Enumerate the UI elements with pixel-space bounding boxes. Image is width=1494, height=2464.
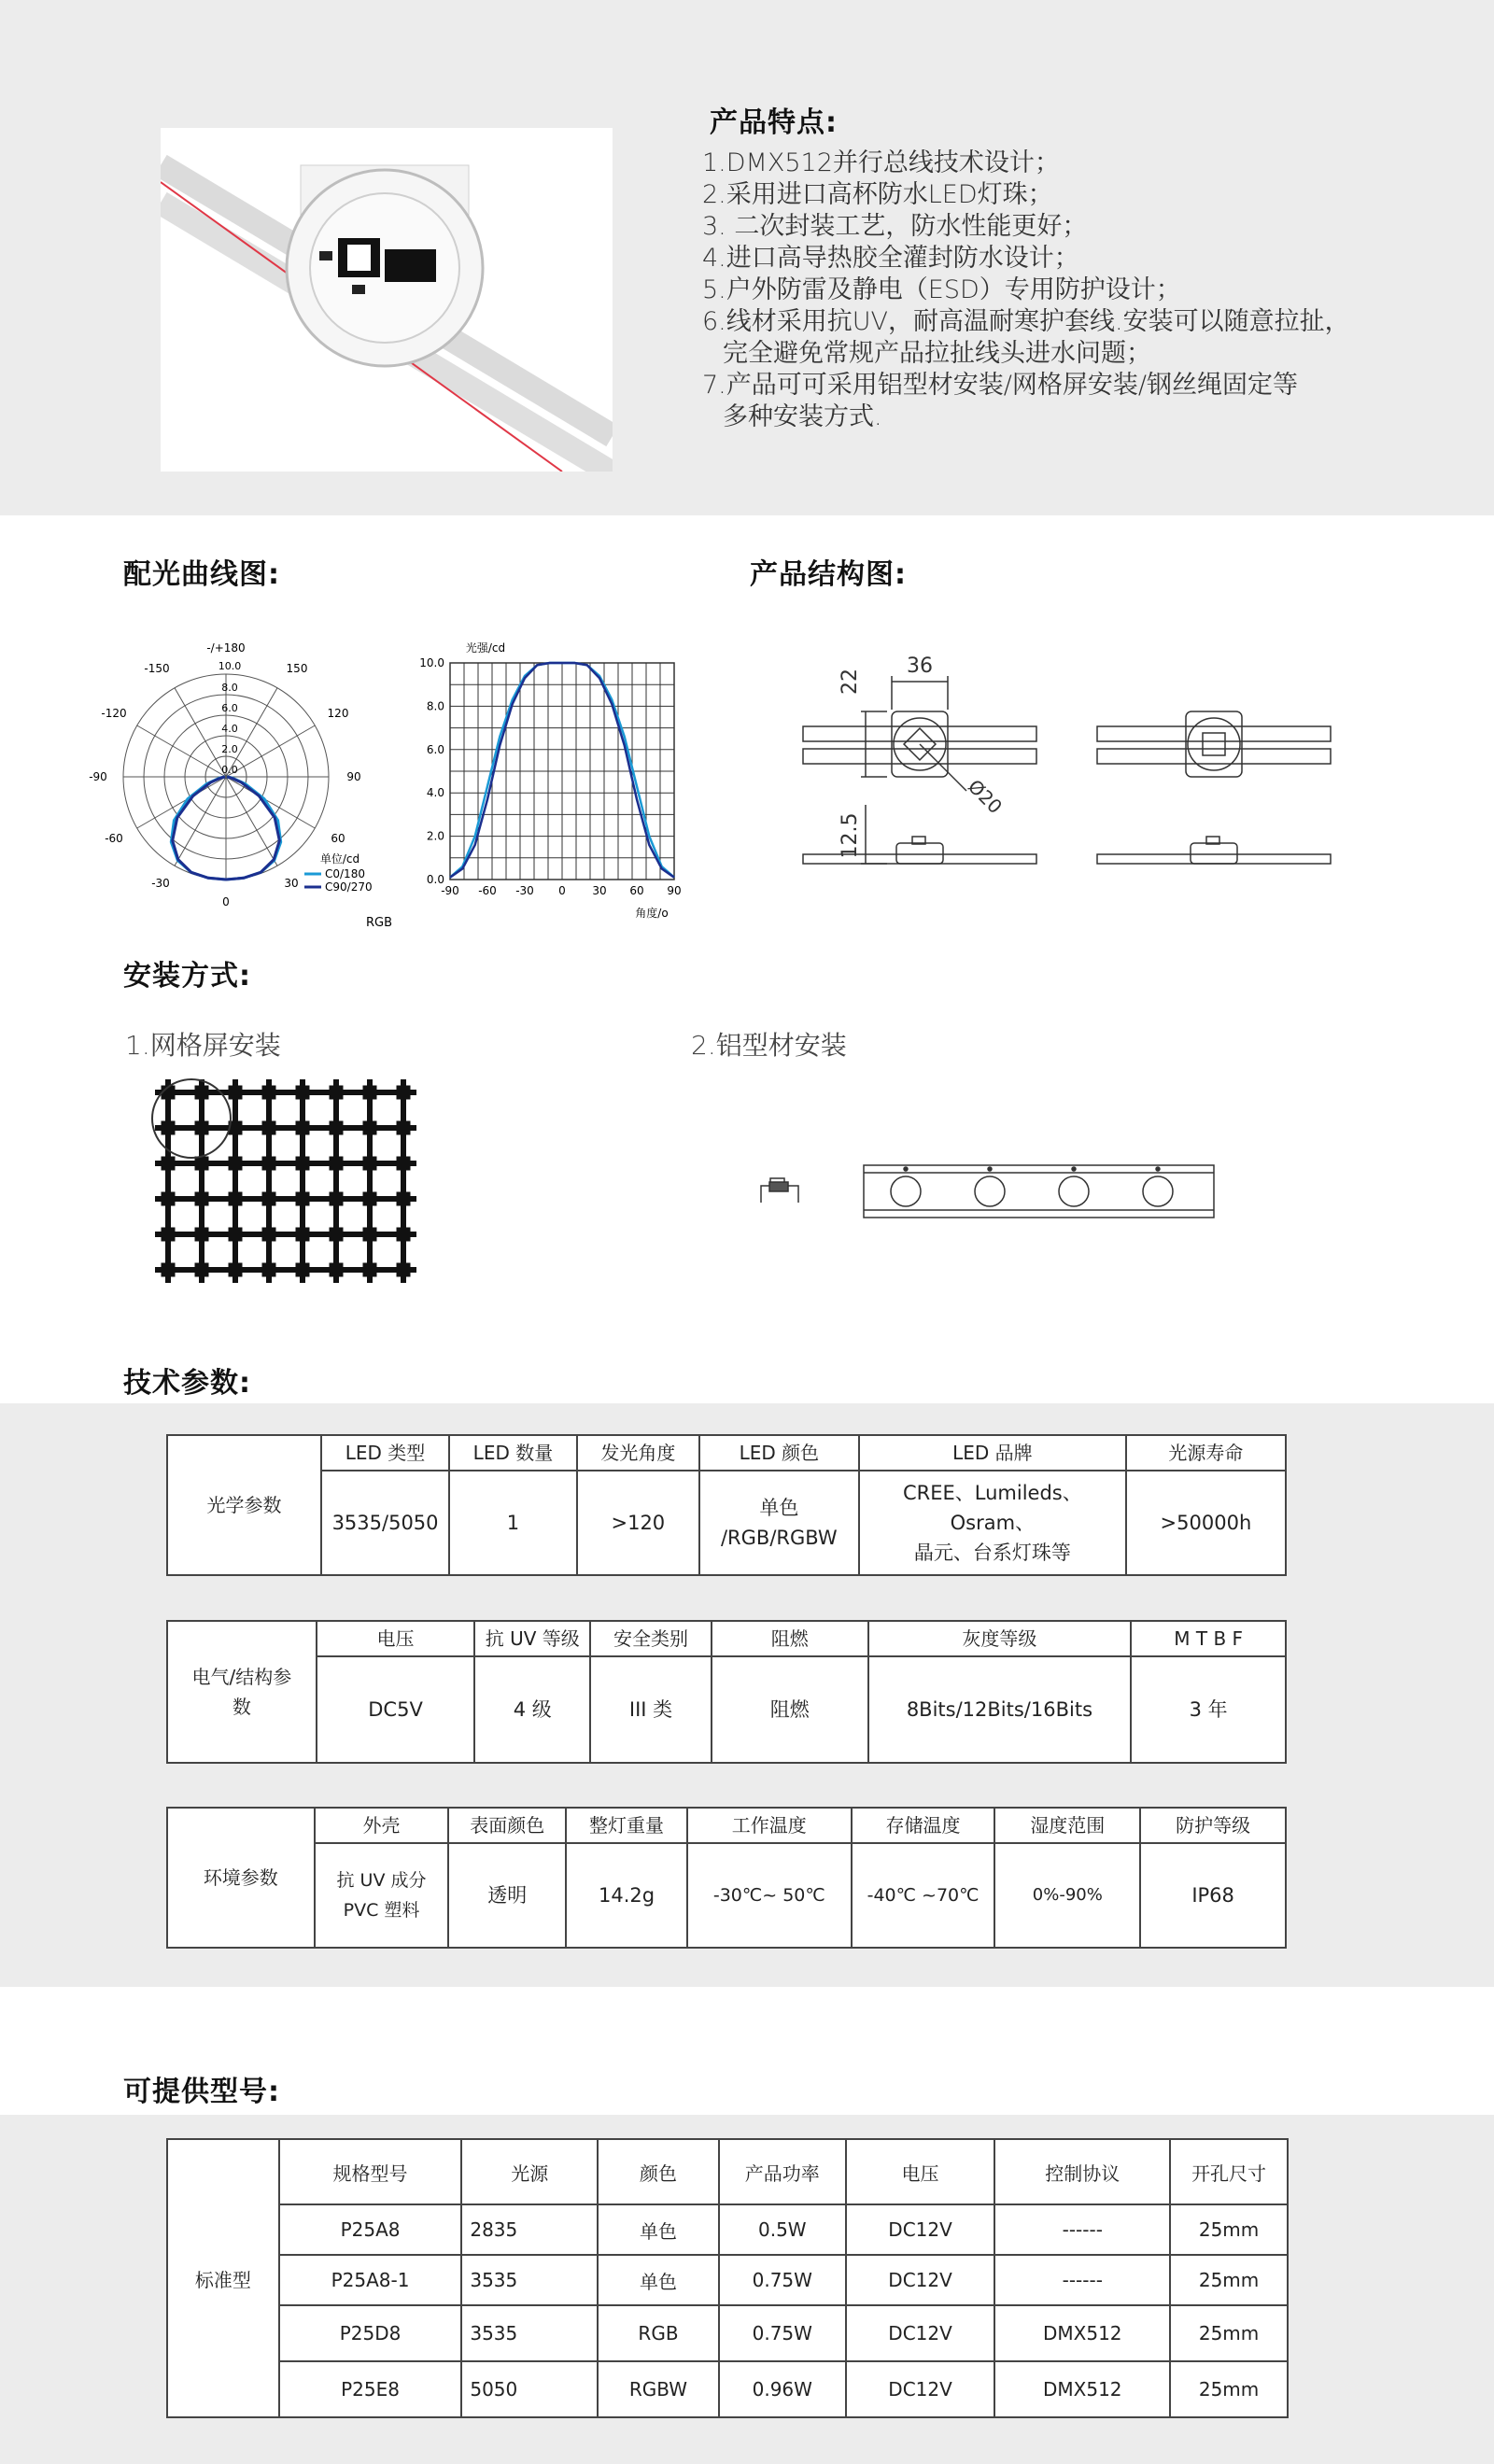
grid-install-drawing xyxy=(149,1074,448,1307)
grid-node xyxy=(162,1157,175,1170)
table-row xyxy=(167,2204,1288,2255)
grid-node xyxy=(162,1228,175,1241)
grid-node xyxy=(162,1192,175,1205)
table-cell: >120 xyxy=(577,1471,699,1575)
polar-angle-label: 0 xyxy=(222,895,230,908)
table-cell: 1 xyxy=(449,1471,577,1575)
grid-node xyxy=(330,1228,343,1241)
table-header: LED 类型 xyxy=(321,1435,449,1471)
chart-xtick: -90 xyxy=(441,884,459,897)
features-list xyxy=(702,148,1350,433)
table-cell: 3 年 xyxy=(1131,1656,1286,1763)
table-cell: ------ xyxy=(994,2255,1170,2305)
grid-node xyxy=(195,1121,208,1134)
structure-drawing xyxy=(794,644,1410,896)
table-cell: RGB xyxy=(598,2305,719,2361)
table-header: 安全类别 xyxy=(590,1621,712,1656)
grid-node xyxy=(363,1157,376,1170)
grid-node xyxy=(195,1228,208,1241)
table-cell: DC5V xyxy=(317,1656,475,1763)
table-cell: 3535 xyxy=(461,2305,598,2361)
feature-item: 完全避免常规产品拉扯线头进水问题； xyxy=(723,339,1151,368)
grid-node xyxy=(363,1192,376,1205)
feature-item: 4.进口高导热胶全灌封防水设计； xyxy=(702,244,1079,273)
grid-node xyxy=(397,1192,410,1205)
polar-angle-label: -30 xyxy=(151,877,170,890)
table-cell: 8Bits/12Bits/16Bits xyxy=(868,1656,1132,1763)
table-cell: DC12V xyxy=(846,2305,995,2361)
dim-side: 12.5 xyxy=(839,812,862,859)
grid-node xyxy=(262,1157,275,1170)
table-cell: 阻燃 xyxy=(712,1656,868,1763)
grid-node xyxy=(229,1086,242,1099)
table-cell: DC12V xyxy=(846,2204,995,2255)
polar-radial-label: 8.0 xyxy=(221,682,238,694)
table-header: M T B F xyxy=(1131,1621,1286,1656)
grid-node xyxy=(195,1192,208,1205)
chart-ytick: 10.0 xyxy=(419,656,444,669)
polar-radial-label: 2.0 xyxy=(221,743,238,755)
polar-legend-c0: C0/180 xyxy=(325,867,365,880)
rail-install-drawing xyxy=(756,1158,1223,1232)
table-row xyxy=(167,2361,1288,2417)
polar-spoke xyxy=(226,777,315,828)
grid-node xyxy=(229,1228,242,1241)
table-cell: >50000h xyxy=(1126,1471,1286,1575)
feature-item: 6.线材采用抗UV，耐高温耐寒护套线.安装可以随意拉扯， xyxy=(702,307,1350,336)
features-title: 产品特点: xyxy=(710,106,838,139)
table-header: 控制协议 xyxy=(994,2139,1170,2204)
grid-node xyxy=(262,1263,275,1276)
grid-node xyxy=(330,1157,343,1170)
tech-title: 技术参数: xyxy=(123,1367,251,1400)
table-cell: P25E8 xyxy=(279,2361,462,2417)
grid-node xyxy=(296,1263,309,1276)
feature-item: 7.产品可可采用铝型材安装/网格屏安装/钢丝绳固定等 xyxy=(702,371,1298,400)
feature-item: 2.采用进口高杯防水LED灯珠； xyxy=(702,180,1053,209)
grid-node xyxy=(397,1086,410,1099)
grid-node xyxy=(397,1263,410,1276)
intensity-chart xyxy=(411,635,691,934)
table-cell: DMX512 xyxy=(994,2361,1170,2417)
chart-xtick: 90 xyxy=(667,884,682,897)
table-cell: CREE、Lumileds、Osram、 晶元、台系灯珠等 xyxy=(859,1471,1126,1575)
polar-radial-label: 0.0 xyxy=(221,764,238,776)
polar-footer: RGB xyxy=(365,916,393,930)
polar-angle-label: -60 xyxy=(105,832,123,845)
table-header: 电压 xyxy=(846,2139,995,2204)
table-cell: 25mm xyxy=(1170,2305,1288,2361)
table-cell: 0%-90% xyxy=(994,1843,1140,1948)
table-cell: -30℃~ 50℃ xyxy=(687,1843,852,1948)
environment-row-label: 环境参数 xyxy=(167,1808,315,1948)
electrical-row-label: 电气/结构参 数 xyxy=(167,1621,317,1763)
table-cell: DMX512 xyxy=(994,2305,1170,2361)
table-header: 阻燃 xyxy=(712,1621,868,1656)
polar-angle-label: 60 xyxy=(331,832,345,845)
feature-item: 多种安装方式. xyxy=(723,402,882,431)
table-header: 湿度范围 xyxy=(994,1808,1140,1843)
grid-node xyxy=(397,1228,410,1241)
table-cell: ------ xyxy=(994,2204,1170,2255)
table-header: 产品功率 xyxy=(719,2139,846,2204)
grid-node xyxy=(330,1121,343,1134)
structure-title: 产品结构图: xyxy=(750,558,907,591)
grid-node xyxy=(195,1086,208,1099)
feature-item: 5.户外防雷及静电（ESD）专用防护设计； xyxy=(702,275,1181,304)
polar-legend-c90: C90/270 xyxy=(325,880,373,894)
polar-angle-label: -150 xyxy=(144,662,170,675)
table-header: 规格型号 xyxy=(279,2139,462,2204)
models-title: 可提供型号: xyxy=(123,2076,280,2108)
grid-node xyxy=(330,1192,343,1205)
table-cell: RGBW xyxy=(598,2361,719,2417)
grid-node xyxy=(363,1121,376,1134)
table-header: 光源寿命 xyxy=(1126,1435,1286,1471)
table-cell: 25mm xyxy=(1170,2255,1288,2305)
polar-angle-label: -90 xyxy=(89,770,107,783)
polar-angle-label: 30 xyxy=(284,877,299,890)
chart-xtick: 0 xyxy=(558,884,566,897)
polar-angle-label: -120 xyxy=(101,707,127,720)
table-header: LED 数量 xyxy=(449,1435,577,1471)
table-cell: 14.2g xyxy=(566,1843,687,1948)
table-cell: 3535 xyxy=(461,2255,598,2305)
dim-diameter: Ø20 xyxy=(963,774,1008,819)
grid-node xyxy=(262,1192,275,1205)
table-cell: III 类 xyxy=(590,1656,712,1763)
grid-node xyxy=(296,1157,309,1170)
light-curve-title: 配光曲线图: xyxy=(123,558,280,591)
table-header: 外壳 xyxy=(315,1808,449,1843)
optical-row-label: 光学参数 xyxy=(167,1435,321,1575)
table-cell: IP68 xyxy=(1140,1843,1286,1948)
chart-ytick: 8.0 xyxy=(426,699,444,713)
product-photo xyxy=(161,128,613,472)
chart-ytick: 4.0 xyxy=(426,786,444,800)
table-cell: 单色 xyxy=(598,2204,719,2255)
chart-ylabel: 光强/cd xyxy=(465,641,506,655)
install-title: 安装方式: xyxy=(123,960,251,993)
grid-node xyxy=(162,1121,175,1134)
table-cell: 25mm xyxy=(1170,2361,1288,2417)
table-header: 工作温度 xyxy=(687,1808,852,1843)
optical-table xyxy=(166,1434,1287,1576)
polar-angle-label: 90 xyxy=(346,770,361,783)
models-group-label: 标准型 xyxy=(167,2139,279,2417)
table-header: 存储温度 xyxy=(852,1808,995,1843)
table-header: 防护等级 xyxy=(1140,1808,1286,1843)
dim-height: 22 xyxy=(839,669,862,695)
chart-xtick: 60 xyxy=(629,884,644,897)
table-header: 抗 UV 等级 xyxy=(474,1621,590,1656)
table-header: 电压 xyxy=(317,1621,475,1656)
chart-xtick: -60 xyxy=(478,884,497,897)
grid-node xyxy=(229,1157,242,1170)
chart-xtick: 30 xyxy=(592,884,607,897)
table-cell: 单色 xyxy=(598,2255,719,2305)
grid-node xyxy=(330,1263,343,1276)
environment-table xyxy=(166,1807,1287,1949)
table-cell: 抗 UV 成分 PVC 塑料 xyxy=(315,1843,449,1948)
grid-node xyxy=(195,1157,208,1170)
table-header: 灰度等级 xyxy=(868,1621,1132,1656)
grid-node xyxy=(363,1086,376,1099)
table-header: 发光角度 xyxy=(577,1435,699,1471)
grid-node xyxy=(162,1263,175,1276)
grid-node xyxy=(363,1228,376,1241)
polar-angle-label: 150 xyxy=(286,662,308,675)
grid-node xyxy=(397,1121,410,1134)
grid-node xyxy=(296,1228,309,1241)
feature-item: 1.DMX512并行总线技术设计； xyxy=(702,148,1060,177)
table-cell: P25D8 xyxy=(279,2305,462,2361)
polar-radial-label: 10.0 xyxy=(218,660,242,672)
table-cell: 0.75W xyxy=(719,2255,846,2305)
table-cell: 透明 xyxy=(448,1843,566,1948)
grid-node xyxy=(363,1263,376,1276)
polar-radial-label: 6.0 xyxy=(221,702,238,714)
grid-node xyxy=(262,1228,275,1241)
table-cell: 25mm xyxy=(1170,2204,1288,2255)
install-rail-label: 2.铝型材安装 xyxy=(691,1030,847,1061)
grid-node xyxy=(262,1121,275,1134)
table-cell: 4 级 xyxy=(474,1656,590,1763)
table-cell: P25A8-1 xyxy=(279,2255,462,2305)
chart-xtick: -30 xyxy=(515,884,534,897)
table-header: LED 品牌 xyxy=(859,1435,1126,1471)
table-cell: DC12V xyxy=(846,2255,995,2305)
chart-ytick: 2.0 xyxy=(426,829,444,843)
table-cell: 5050 xyxy=(461,2361,598,2417)
table-row xyxy=(167,2255,1288,2305)
polar-chart xyxy=(84,635,402,943)
grid-node xyxy=(229,1192,242,1205)
table-cell: 0.75W xyxy=(719,2305,846,2361)
install-grid-label: 1.网格屏安装 xyxy=(125,1030,281,1061)
polar-spoke xyxy=(137,777,226,828)
grid-node xyxy=(397,1157,410,1170)
product-photo-drawing xyxy=(161,128,613,472)
table-header: 开孔尺寸 xyxy=(1170,2139,1288,2204)
polar-spoke xyxy=(175,688,226,777)
table-cell: 单色 /RGB/RGBW xyxy=(699,1471,859,1575)
polar-radial-label: 4.0 xyxy=(221,723,238,735)
grid-node xyxy=(296,1086,309,1099)
table-header: 光源 xyxy=(461,2139,598,2204)
polar-spoke xyxy=(137,725,226,777)
table-cell: 2835 xyxy=(461,2204,598,2255)
polar-angle-label: 120 xyxy=(327,707,349,720)
dim-length: 36 xyxy=(907,655,933,678)
feature-item: 3. 二次封装工艺，防水性能更好； xyxy=(702,212,1088,241)
grid-node xyxy=(229,1263,242,1276)
table-header: 整灯重量 xyxy=(566,1808,687,1843)
chart-ytick: 0.0 xyxy=(426,873,444,886)
grid-node xyxy=(296,1121,309,1134)
table-cell: 0.5W xyxy=(719,2204,846,2255)
table-cell: -40℃ ~70℃ xyxy=(852,1843,995,1948)
table-header: LED 颜色 xyxy=(699,1435,859,1471)
models-table xyxy=(166,2138,1289,2418)
table-row xyxy=(167,2305,1288,2361)
table-header: 表面颜色 xyxy=(448,1808,566,1843)
polar-unit-label: 单位/cd xyxy=(319,852,360,866)
table-cell: DC12V xyxy=(846,2361,995,2417)
table-header: 颜色 xyxy=(598,2139,719,2204)
table-cell: P25A8 xyxy=(279,2204,462,2255)
electrical-table xyxy=(166,1620,1287,1764)
table-cell: 3535/5050 xyxy=(321,1471,449,1575)
chart-xlabel: 角度/o xyxy=(635,907,669,920)
grid-node xyxy=(296,1192,309,1205)
polar-angle-label: -/+180 xyxy=(206,641,246,655)
polar-spoke xyxy=(226,725,315,777)
chart-ytick: 6.0 xyxy=(426,742,444,756)
grid-node xyxy=(330,1086,343,1099)
grid-node xyxy=(262,1086,275,1099)
table-cell: 0.96W xyxy=(719,2361,846,2417)
grid-node xyxy=(195,1263,208,1276)
